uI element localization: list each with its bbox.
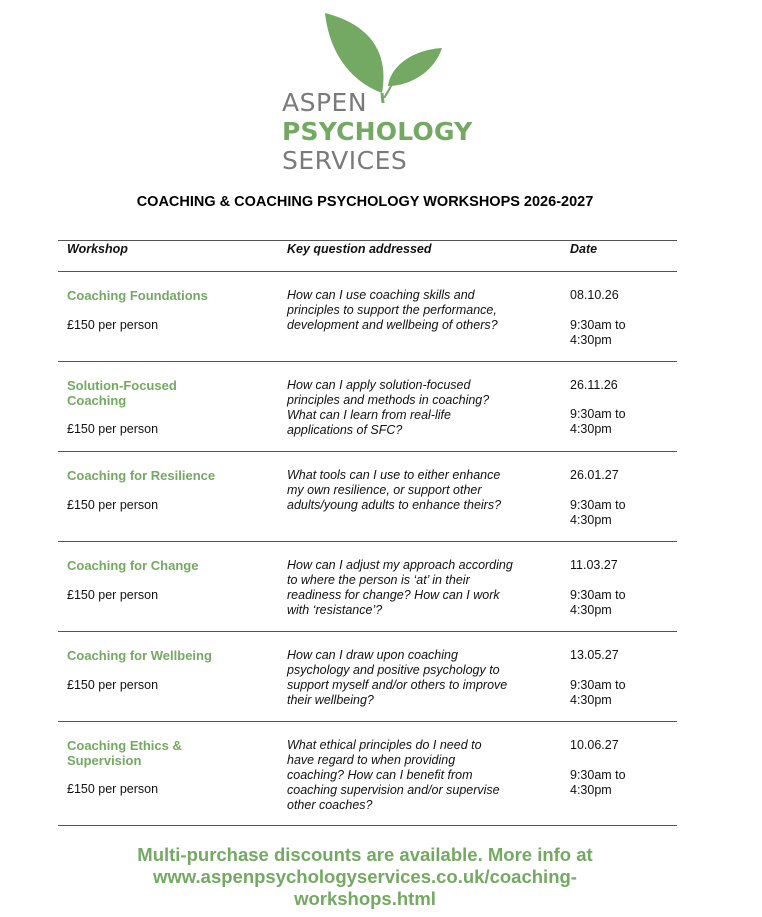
workshop-time: 9:30am to 4:30pm xyxy=(570,318,626,347)
workshop-price: £150 per person xyxy=(67,678,159,692)
workshop-time: 9:30am to 4:30pm xyxy=(570,588,626,617)
footer-link-url-end[interactable]: workshops.html xyxy=(294,888,436,909)
workshop-name: Coaching for Resilience xyxy=(67,468,216,483)
workshop-price: £150 per person xyxy=(67,318,159,332)
table-row xyxy=(58,452,677,542)
footer-promo xyxy=(0,844,730,910)
workshop-time: 9:30am to 4:30pm xyxy=(570,498,626,527)
workshop-price: £150 per person xyxy=(67,588,159,602)
key-question: How can I adjust my approach according to where the person is ‘at’ in their readiness for change? How can I work with ‘resistance’? xyxy=(287,558,513,617)
workshop-price: £150 per person xyxy=(67,422,159,436)
footer-line-1: Multi-purchase discounts are available. More info at xyxy=(137,844,593,865)
table-row xyxy=(58,272,677,362)
workshop-date: 11.03.27 xyxy=(570,558,618,572)
workshops-table xyxy=(58,240,677,826)
workshop-time: 9:30am to 4:30pm xyxy=(570,407,626,436)
table-row xyxy=(58,632,677,722)
workshop-name: Solution-Focused Coaching xyxy=(67,378,177,408)
document-title: COACHING & COACHING PSYCHOLOGY WORKSHOPS 2026-2027 xyxy=(136,194,594,210)
key-question: How can I apply solution-focused principles and methods in coaching? What can I learn from real-life applications of SFC? xyxy=(287,378,490,437)
logo-line-psychology: PSYCHOLOGY xyxy=(282,117,473,146)
workshop-name: Coaching Foundations xyxy=(67,288,208,303)
logo-line-aspen: ASPEN xyxy=(282,88,368,117)
workshop-date: 26.01.27 xyxy=(570,468,619,482)
workshop-date: 13.05.27 xyxy=(570,648,619,662)
workshop-date: 10.06.27 xyxy=(570,738,619,752)
workshop-price: £150 per person xyxy=(67,498,159,512)
key-question: How can I draw upon coaching psychology and positive psychology to support myself and/or others to improve their wellbeing? xyxy=(287,648,508,707)
key-question: What ethical principles do I need to have regard to when providing coaching? How can I benefit from coaching supervision and/or supervise other coaches? xyxy=(287,738,500,812)
workshop-name: Coaching Ethics & Supervision xyxy=(67,738,182,768)
key-question: What tools can I use to either enhance my own resilience, or support other adults/young adults to enhance theirs? xyxy=(287,468,502,512)
workshop-name: Coaching for Change xyxy=(67,558,199,573)
key-question: How can I use coaching skills and principles to support the performance, development and wellbeing of others? xyxy=(287,288,498,332)
logo xyxy=(270,8,473,175)
workshop-date: 08.10.26 xyxy=(570,288,619,302)
footer-link-url[interactable]: www.aspenpsychologyservices.co.uk/coaching- xyxy=(153,866,577,887)
table-row xyxy=(58,722,677,826)
workshop-time: 9:30am to 4:30pm xyxy=(570,768,626,797)
table-header xyxy=(58,240,677,272)
workshop-price: £150 per person xyxy=(67,782,159,796)
header-date: Date xyxy=(570,242,598,256)
table-row xyxy=(58,542,677,632)
header-workshop: Workshop xyxy=(67,242,128,256)
table-row xyxy=(58,362,677,452)
workshop-date: 26.11.26 xyxy=(570,378,618,392)
workshop-time: 9:30am to 4:30pm xyxy=(570,678,626,707)
workshop-name: Coaching for Wellbeing xyxy=(67,648,212,663)
logo-line-services: SERVICES xyxy=(282,146,408,175)
header-key-question: Key question addressed xyxy=(287,242,432,256)
